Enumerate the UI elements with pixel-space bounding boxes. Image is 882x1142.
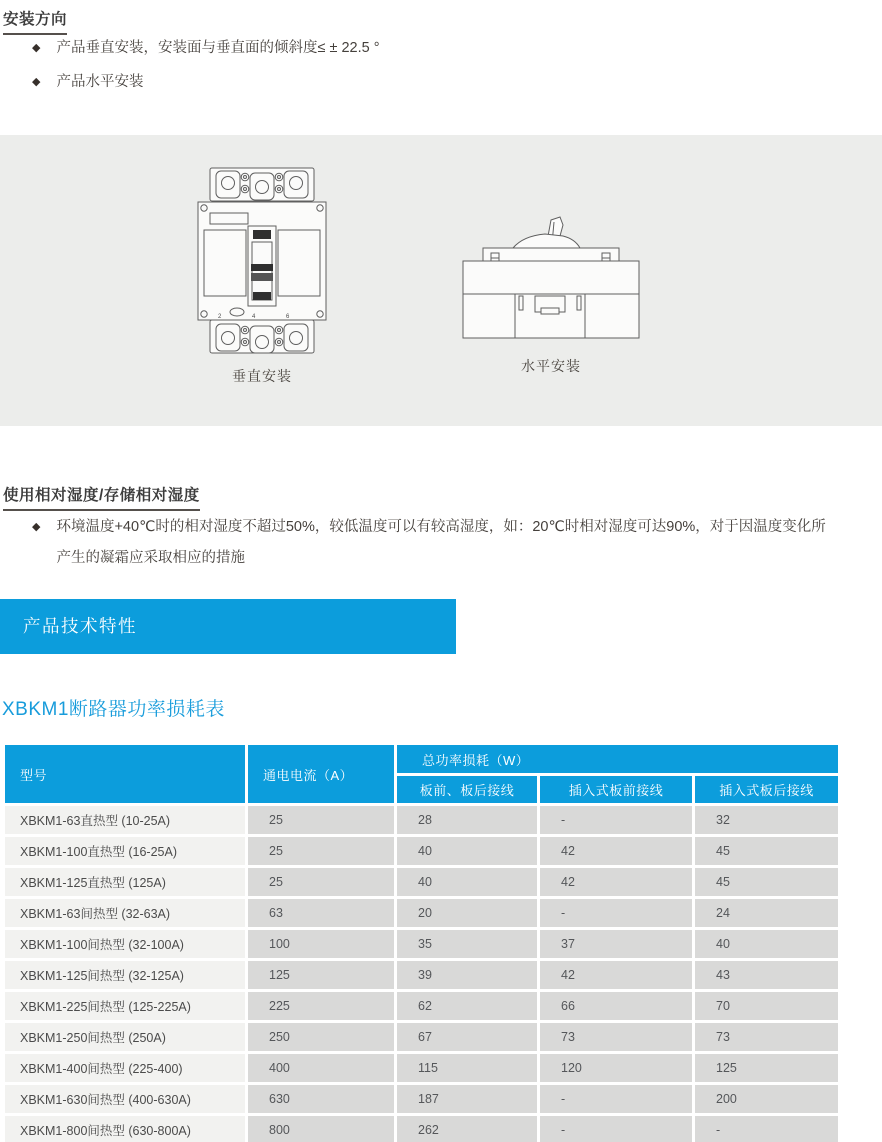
cell-plugin-rear-loss: - (695, 1116, 838, 1142)
cell-current: 100 (248, 930, 394, 958)
humidity-bullet-text: 环境温度+40℃时的相对湿度不超过50%，较低温度可以有较高湿度，如：20℃时相对湿度可达90%，对于因温度变化所产生的凝霜应采取相应的措施 (56, 519, 826, 566)
col-header-current: 通电电流（A） (248, 745, 394, 803)
diamond-bullet-icon: ◆ (32, 521, 41, 533)
cell-plugin-front-loss: - (540, 899, 692, 927)
cell-plugin-front-loss: - (540, 806, 692, 834)
cell-front-rear-loss: 40 (397, 868, 537, 896)
cell-plugin-front-loss: 42 (540, 961, 692, 989)
cell-plugin-front-loss: 37 (540, 930, 692, 958)
humidity-bullet (32, 512, 838, 574)
cell-plugin-front-loss: 42 (540, 837, 692, 865)
col-header-model: 型号 (5, 745, 245, 803)
diamond-bullet-icon: ◆ (32, 42, 41, 54)
cell-current: 25 (248, 837, 394, 865)
cell-front-rear-loss: 62 (397, 992, 537, 1020)
cell-model: XBKM1-800间热型 (630-800A) (5, 1116, 245, 1142)
col-header-front-rear-wiring: 板前、板后接线 (397, 776, 537, 803)
table-row (5, 806, 838, 834)
cell-current: 250 (248, 1023, 394, 1051)
table-row (5, 961, 838, 989)
cell-plugin-rear-loss: 43 (695, 961, 838, 989)
table-row (5, 1054, 838, 1082)
cell-front-rear-loss: 262 (397, 1116, 537, 1142)
breaker-side-view-drawing (461, 214, 641, 346)
horizontal-install-figure (458, 214, 644, 376)
cell-plugin-front-loss: 73 (540, 1023, 692, 1051)
cell-current: 800 (248, 1116, 394, 1142)
cell-model: XBKM1-125直热型 (125A) (5, 868, 245, 896)
svg-text:4: 4 (252, 314, 256, 320)
cell-plugin-front-loss: 66 (540, 992, 692, 1020)
cell-current: 125 (248, 961, 394, 989)
cell-front-rear-loss: 39 (397, 961, 537, 989)
cell-current: 630 (248, 1085, 394, 1113)
cell-front-rear-loss: 35 (397, 930, 537, 958)
cell-model: XBKM1-100间热型 (32-100A) (5, 930, 245, 958)
cell-plugin-front-loss: 120 (540, 1054, 692, 1082)
cell-plugin-rear-loss: 32 (695, 806, 838, 834)
cell-plugin-front-loss: - (540, 1085, 692, 1113)
cell-front-rear-loss: 115 (397, 1054, 537, 1082)
cell-front-rear-loss: 40 (397, 837, 537, 865)
cell-plugin-rear-loss: 40 (695, 930, 838, 958)
table-row (5, 1023, 838, 1051)
diamond-bullet-icon: ◆ (32, 76, 41, 88)
svg-text:2: 2 (218, 314, 222, 320)
cell-plugin-rear-loss: 24 (695, 899, 838, 927)
cell-model: XBKM1-125间热型 (32-125A) (5, 961, 245, 989)
power-loss-table (2, 742, 841, 1142)
power-loss-table-title: XBKM1断路器功率损耗表 (2, 699, 225, 720)
svg-text:6: 6 (286, 314, 290, 320)
table-row (5, 899, 838, 927)
col-header-plugin-front-wiring: 插入式板前接线 (540, 776, 692, 803)
horizontal-install-caption: 水平安装 (521, 358, 581, 374)
cell-front-rear-loss: 28 (397, 806, 537, 834)
table-row (5, 992, 838, 1020)
install-direction-heading: 安装方向 (3, 7, 67, 35)
cell-plugin-rear-loss: 200 (695, 1085, 838, 1113)
table-row (5, 837, 838, 865)
table-row (5, 1085, 838, 1113)
cell-current: 25 (248, 806, 394, 834)
cell-current: 25 (248, 868, 394, 896)
cell-model: XBKM1-63间热型 (32-63A) (5, 899, 245, 927)
installation-diagram-panel (0, 135, 882, 426)
cell-plugin-rear-loss: 73 (695, 1023, 838, 1051)
table-row (5, 930, 838, 958)
cell-model: XBKM1-400间热型 (225-400) (5, 1054, 245, 1082)
table-row (5, 868, 838, 896)
cell-plugin-rear-loss: 45 (695, 868, 838, 896)
cell-model: XBKM1-250间热型 (250A) (5, 1023, 245, 1051)
install-bullet-vertical-text: 产品垂直安装，安装面与垂直面的倾斜度≤ ± 22.5 ° (56, 40, 380, 56)
cell-current: 400 (248, 1054, 394, 1082)
cell-front-rear-loss: 20 (397, 899, 537, 927)
cell-model: XBKM1-63直热型 (10-25A) (5, 806, 245, 834)
cell-current: 63 (248, 899, 394, 927)
cell-model: XBKM1-100直热型 (16-25A) (5, 837, 245, 865)
install-bullet-horizontal (32, 72, 143, 92)
cell-current: 225 (248, 992, 394, 1020)
cell-plugin-rear-loss: 70 (695, 992, 838, 1020)
power-loss-table-body (5, 806, 838, 1142)
install-bullet-vertical (32, 38, 380, 58)
table-row (5, 1116, 838, 1142)
vertical-install-figure (189, 164, 335, 386)
cell-front-rear-loss: 67 (397, 1023, 537, 1051)
feature-section-banner: 产品技术特性 (0, 599, 456, 654)
col-header-plugin-rear-wiring: 插入式板后接线 (695, 776, 838, 803)
cell-model: XBKM1-225间热型 (125-225A) (5, 992, 245, 1020)
vertical-install-caption: 垂直安装 (232, 368, 292, 384)
cell-plugin-rear-loss: 125 (695, 1054, 838, 1082)
cell-plugin-rear-loss: 45 (695, 837, 838, 865)
breaker-front-view-drawing (189, 164, 335, 358)
col-header-total-loss: 总功率损耗（W） (397, 745, 838, 773)
cell-front-rear-loss: 187 (397, 1085, 537, 1113)
cell-model: XBKM1-630间热型 (400-630A) (5, 1085, 245, 1113)
install-bullet-horizontal-text: 产品水平安装 (56, 74, 144, 90)
cell-plugin-front-loss: - (540, 1116, 692, 1142)
humidity-heading: 使用相对湿度/存储相对湿度 (3, 483, 200, 511)
cell-plugin-front-loss: 42 (540, 868, 692, 896)
